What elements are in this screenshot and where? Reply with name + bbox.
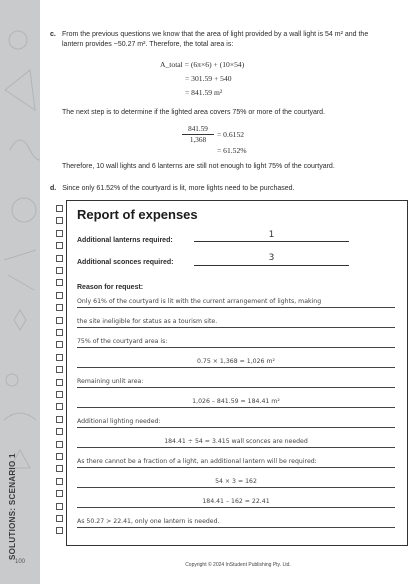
margin-checkbox (56, 465, 63, 472)
reason-rule-line (77, 387, 395, 388)
margin-checkbox (56, 490, 63, 497)
margin-checkbox (56, 267, 63, 274)
margin-checkbox (56, 279, 63, 286)
reason-rule-line (77, 527, 395, 528)
page (40, 0, 416, 584)
part-d-marker: d. (50, 185, 57, 192)
margin-checkbox (56, 217, 63, 224)
margin-checkbox (56, 255, 63, 262)
margin-checkbox (56, 230, 63, 237)
reason-rule-line (77, 407, 395, 408)
reason-label: Reason for request: (77, 284, 144, 291)
reason-line-text[interactable]: 54 × 3 = 162 (215, 478, 257, 485)
margin-checkbox (56, 527, 63, 534)
report-of-expenses-form (66, 200, 408, 546)
reason-line-text[interactable]: Additional lighting needed: (77, 418, 161, 425)
margin-checkbox (56, 478, 63, 485)
part-d-paragraph (50, 184, 295, 194)
reason-line-text[interactable]: 184.41 ÷ 54 = 3.415 wall sconces are needed (164, 438, 308, 445)
reason-line-text[interactable]: 1,026 – 841.59 = 184.41 m² (192, 398, 280, 405)
margin-checkbox (56, 503, 63, 510)
next-step-text: The next step is to determine if the lighted area covers 75% or more of the courtyard. (62, 109, 326, 116)
part-c-marker: c. (50, 31, 56, 38)
copyright-footer: Copyright © 2024 InStudent Publishing Pty. Ltd. (185, 562, 291, 568)
margin-checkbox (56, 205, 63, 212)
percent-result: = 61.52% (217, 146, 247, 155)
reason-line-text[interactable]: As 50.27 > 22.41, only one lantern is needed. (77, 518, 220, 525)
part-d-text: Since only 61.52% of the courtyard is lit, more lights need to be purchased. (62, 185, 295, 192)
sidebar (0, 0, 40, 584)
decorative-sketch-pattern (0, 0, 40, 584)
conclusion-text: Therefore, 10 wall lights and 6 lanterns are still not enough to light 75% of the courtyard. (62, 163, 335, 170)
margin-checkbox (56, 304, 63, 311)
reason-rule-line (77, 367, 395, 368)
margin-checkbox (56, 341, 63, 348)
reason-line-text[interactable]: Only 61% of the courtyard is lit with the current arrangement of lights, making (77, 298, 322, 305)
fraction-denominator: 1,368 (189, 136, 207, 144)
margin-checkbox (56, 317, 63, 324)
reason-rule-line (77, 447, 395, 448)
sconces-value[interactable]: 3 (268, 253, 275, 263)
margin-checkbox (56, 515, 63, 522)
lanterns-value[interactable]: 1 (268, 230, 275, 240)
equation-step-2: = 301.59 + 540 (185, 74, 232, 83)
reason-rule-line (77, 327, 395, 328)
margin-checkbox (56, 428, 63, 435)
lanterns-answer-line (194, 241, 349, 242)
reason-line-text[interactable]: As there cannot be a fraction of a light, an additional lantern will be required: (77, 458, 317, 465)
reason-line-text[interactable]: the site ineligible for status as a tourism site. (77, 318, 218, 325)
margin-checkbox (56, 453, 63, 460)
reason-rule-line (77, 307, 395, 308)
equation-total-area: A_total = (6π×6) + (10×54) (160, 60, 245, 69)
reason-rule-line (77, 487, 395, 488)
reason-rule-line (77, 467, 395, 468)
fraction-result: = 0.6152 (217, 130, 245, 139)
section-label: SOLUTIONS: SCENARIO 1 (8, 453, 17, 560)
lanterns-label: Additional lanterns required: (77, 237, 173, 244)
part-c-paragraph (50, 30, 390, 50)
part-c-text: From the previous questions we know that the area of light provided by a wall light is 54 m² and the lantern provides ~50.27 m². Therefore, the total area is: (62, 31, 369, 48)
margin-checkbox (56, 292, 63, 299)
reason-line-text[interactable]: 75% of the courtyard area is: (77, 338, 168, 345)
fraction-numerator: 841.59 (182, 124, 214, 135)
reason-line-text[interactable]: 0.75 × 1,368 = 1,026 m² (197, 358, 275, 365)
margin-checkbox (56, 329, 63, 336)
sconces-label: Additional sconces required: (77, 259, 174, 266)
margin-checkbox (56, 391, 63, 398)
reason-line-text[interactable]: 184.41 – 162 = 22.41 (202, 498, 270, 505)
margin-checkbox (56, 403, 63, 410)
margin-checkbox (56, 379, 63, 386)
sconces-answer-line (194, 265, 349, 266)
report-title: Report of expenses (77, 207, 198, 222)
margin-checkbox (56, 242, 63, 249)
reason-rule-line (77, 347, 395, 348)
equation-step-3: = 841.59 m² (185, 88, 223, 97)
margin-checkbox (56, 366, 63, 373)
margin-checkbox (56, 416, 63, 423)
reason-rule-line (77, 507, 395, 508)
margin-checkbox (56, 354, 63, 361)
reason-rule-line (77, 427, 395, 428)
reason-line-text[interactable]: Remaining unlit area: (77, 378, 144, 385)
page-number: 100 (15, 559, 26, 565)
margin-checkbox (56, 441, 63, 448)
